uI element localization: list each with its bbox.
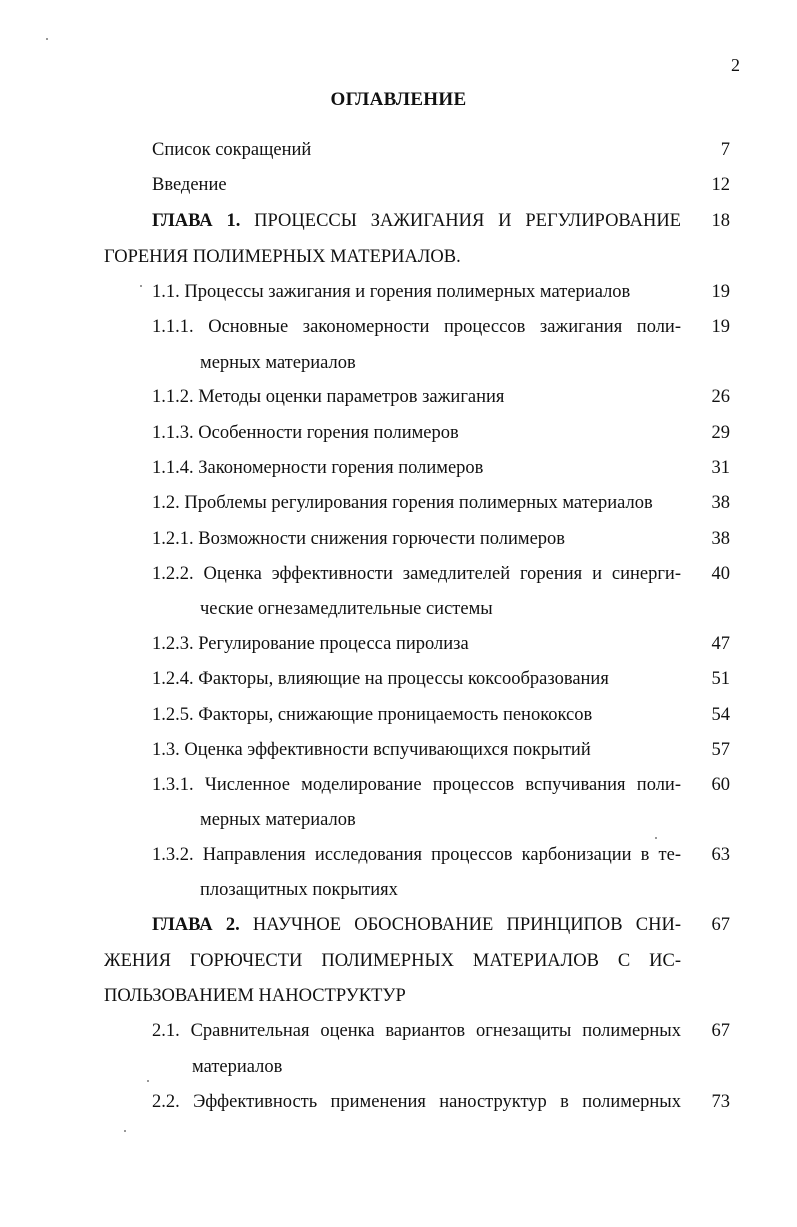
toc-entry-text: 1.2.4. Факторы, влияющие на процессы коксообразования [152, 669, 609, 689]
toc-entry-page: 7 [720, 140, 730, 160]
toc-entry-page: 40 [711, 564, 730, 584]
toc-entry-text: 1.2.3. Регулирование процесса пиролиза [152, 634, 469, 654]
toc-entry-text: Введение [152, 175, 227, 195]
toc-entry-line: 2.1. Сравнительная оценка вариантов огнезащиты полимерных [152, 1021, 681, 1041]
toc-entry-line: ЖЕНИЯ ГОРЮЧЕСТИ ПОЛИМЕРНЫХ МАТЕРИАЛОВ С ИС- [104, 951, 681, 971]
chapter-title: ПРОЦЕССЫ ЗАЖИГАНИЯ И РЕГУЛИРОВАНИЕ [240, 211, 681, 231]
scan-speck [140, 285, 142, 287]
toc-entry-line [152, 209, 681, 233]
scan-speck [655, 837, 657, 839]
toc-entry-page: 60 [711, 775, 730, 795]
toc-entry-text: Список сокращений [152, 140, 312, 160]
toc-entry-line [152, 913, 681, 937]
scan-speck [46, 38, 48, 40]
toc-entry-page: 73 [711, 1092, 730, 1112]
toc-entry-line: 1.1.1. Основные закономерности процессов зажигания поли- [152, 317, 681, 337]
toc-entry-text: 1.2. Проблемы регулирования горения полимерных материалов [152, 493, 653, 513]
toc-entry-page: 51 [711, 669, 730, 689]
toc-entry-line: ПОЛЬЗОВАНИЕМ НАНОСТРУКТУР [104, 986, 406, 1006]
toc-entry-page: 67 [711, 915, 730, 935]
toc-entry-line: 1.3.2. Направления исследования процессов карбонизации в те- [152, 845, 681, 865]
chapter-title: НАУЧНОЕ ОБОСНОВАНИЕ ПРИНЦИПОВ СНИ- [239, 915, 681, 935]
toc-entry-line: ческие огнезамедлительные системы [200, 599, 493, 619]
toc-entry-page: 57 [711, 740, 730, 760]
toc-entry-page: 67 [711, 1021, 730, 1041]
toc-entry-page: 31 [711, 458, 730, 478]
toc-entry-page: 38 [711, 529, 730, 549]
page-number: 2 [731, 55, 740, 75]
toc-entry-page: 38 [711, 493, 730, 513]
toc-entry-text: 1.1.3. Особенности горения полимеров [152, 423, 459, 443]
toc-entry-page: 54 [711, 705, 730, 725]
toc-entry-page: 18 [711, 211, 730, 231]
toc-entry-line: 1.3.1. Численное моделирование процессов вспучивания поли- [152, 775, 681, 795]
toc-entry-text: 1.2.1. Возможности снижения горючести полимеров [152, 529, 566, 549]
toc-entry-line: 2.2. Эффективность применения наноструктур в полимерных [152, 1092, 681, 1112]
chapter-label: ГЛАВА 2. [152, 915, 240, 935]
toc-entry-text: 1.1.4. Закономерности горения полимеров [152, 458, 484, 478]
toc-entry-text: 1.1. Процессы зажигания и горения полимерных материалов [152, 282, 631, 302]
chapter-label: ГЛАВА 1. [152, 211, 241, 231]
toc-entry-text: 1.2.5. Факторы, снижающие проницаемость пенококсов [152, 705, 593, 725]
toc-entry-page: 63 [711, 845, 730, 865]
scan-speck [124, 1130, 126, 1132]
toc-entry-page: 12 [711, 175, 730, 195]
toc-entry-line: материалов [192, 1057, 283, 1077]
scan-speck [147, 1080, 149, 1082]
toc-entry-page: 19 [711, 282, 730, 302]
toc-entry-text: 1.3. Оценка эффективности вспучивающихся покрытий [152, 740, 591, 760]
toc-entry-page: 19 [711, 317, 730, 337]
toc-entry-page: 26 [711, 387, 730, 407]
toc-entry-line: ГОРЕНИЯ ПОЛИМЕРНЫХ МАТЕРИАЛОВ. [104, 247, 461, 267]
toc-entry-page: 29 [711, 423, 730, 443]
toc-entry-line: 1.2.2. Оценка эффективности замедлителей горения и синерги- [152, 564, 681, 584]
toc-entry-line: мерных материалов [200, 353, 356, 373]
toc-entry-text: 1.1.2. Методы оценки параметров зажигания [152, 387, 505, 407]
toc-entry-line: мерных материалов [200, 810, 356, 830]
toc-entry-line: плозащитных покрытиях [200, 880, 398, 900]
toc-title: ОГЛАВЛЕНИЕ [330, 89, 467, 110]
toc-entry-page: 47 [711, 634, 730, 654]
